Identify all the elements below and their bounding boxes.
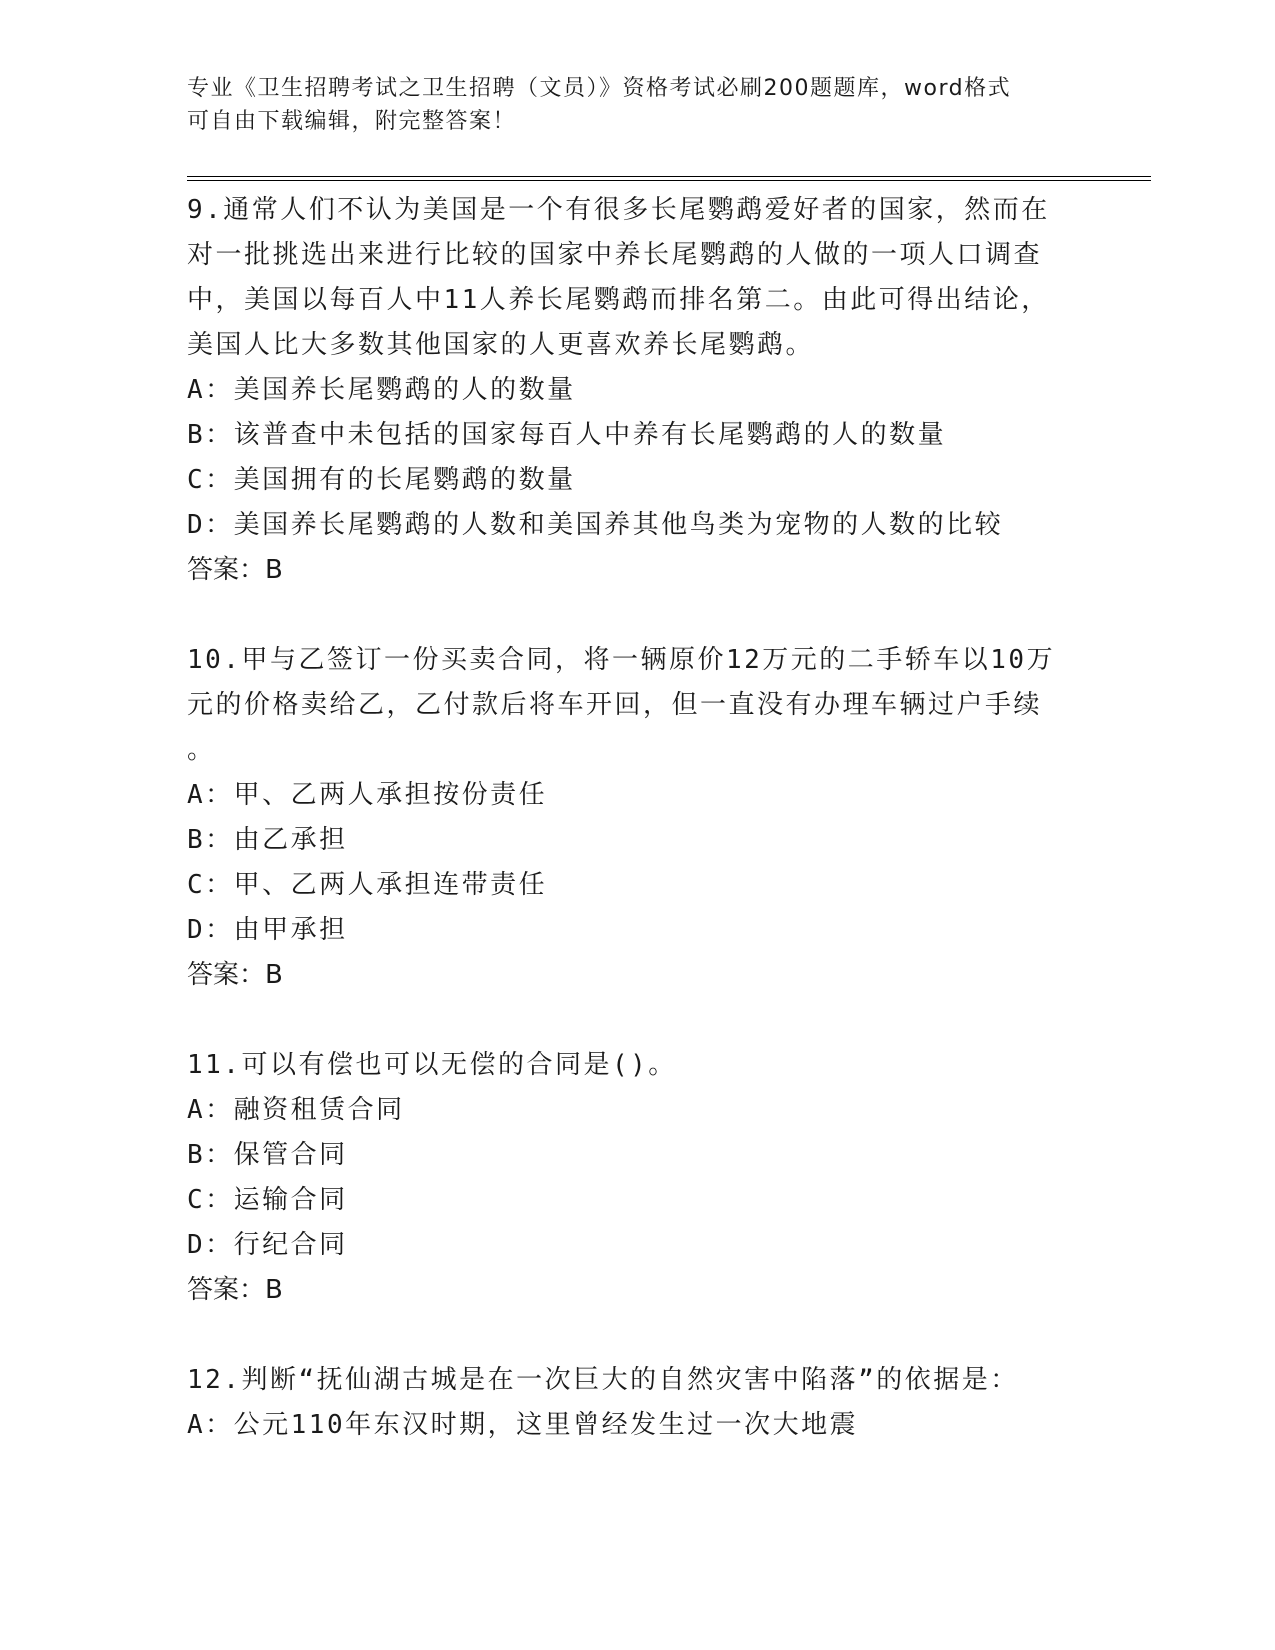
option-b: B：该普查中未包括的国家每百人中养有长尾鹦鹉的人的数量	[187, 420, 947, 450]
option-b: B：由乙承担	[187, 825, 348, 855]
option-d: D：行纪合同	[187, 1230, 348, 1260]
question-text-line: 11.可以有偿也可以无偿的合同是()。	[187, 1050, 677, 1080]
option-c: C：运输合同	[187, 1185, 348, 1215]
question-text-line: 元的价格卖给乙，乙付款后将车开回，但一直没有办理车辆过户手续	[187, 690, 1043, 720]
question-text-line: 12.判断“抚仙湖古城是在一次巨大的自然灾害中陷落”的依据是：	[187, 1365, 1019, 1395]
document-header	[187, 72, 1087, 138]
question-spacer	[187, 593, 1107, 638]
header-line-1: 专业《卫生招聘考试之卫生招聘（文员）》资格考试必刷200题题库，word格式	[187, 76, 1012, 101]
answer-line: 答案：B	[187, 1275, 283, 1305]
header-line-2: 可自由下载编辑，附完整答案！	[187, 109, 517, 134]
question-spacer	[187, 1313, 1107, 1358]
question-9	[187, 188, 1107, 593]
question-12	[187, 1358, 1107, 1448]
answer-line: 答案：B	[187, 960, 283, 990]
question-text-line: 9.通常人们不认为美国是一个有很多长尾鹦鹉爱好者的国家，然而在	[187, 195, 1050, 225]
option-a: A：公元110年东汉时期，这里曾经发生过一次大地震	[187, 1410, 859, 1440]
option-a: A：美国养长尾鹦鹉的人的数量	[187, 375, 576, 405]
option-c: C：美国拥有的长尾鹦鹉的数量	[187, 465, 576, 495]
question-text-line: 。	[187, 735, 216, 765]
question-text-line: 对一批挑选出来进行比较的国家中养长尾鹦鹉的人做的一项人口调查	[187, 240, 1043, 270]
option-d: D：由甲承担	[187, 915, 348, 945]
question-11	[187, 1043, 1107, 1313]
question-list	[187, 188, 1107, 1448]
option-a: A：甲、乙两人承担按份责任	[187, 780, 548, 810]
question-spacer	[187, 998, 1107, 1043]
question-text-line: 10.甲与乙签订一份买卖合同，将一辆原价12万元的二手轿车以10万	[187, 645, 1056, 675]
header-double-rule	[187, 176, 1151, 181]
option-c: C：甲、乙两人承担连带责任	[187, 870, 548, 900]
option-b: B：保管合同	[187, 1140, 348, 1170]
answer-line: 答案：B	[187, 555, 283, 585]
question-text-line: 美国人比大多数其他国家的人更喜欢养长尾鹦鹉。	[187, 330, 815, 360]
option-d: D：美国养长尾鹦鹉的人数和美国养其他鸟类为宠物的人数的比较	[187, 510, 1004, 540]
question-text-line: 中，美国以每百人中11人养长尾鹦鹉而排名第二。由此可得出结论，	[187, 285, 1050, 315]
option-a: A：融资租赁合同	[187, 1095, 405, 1125]
question-10	[187, 638, 1107, 998]
